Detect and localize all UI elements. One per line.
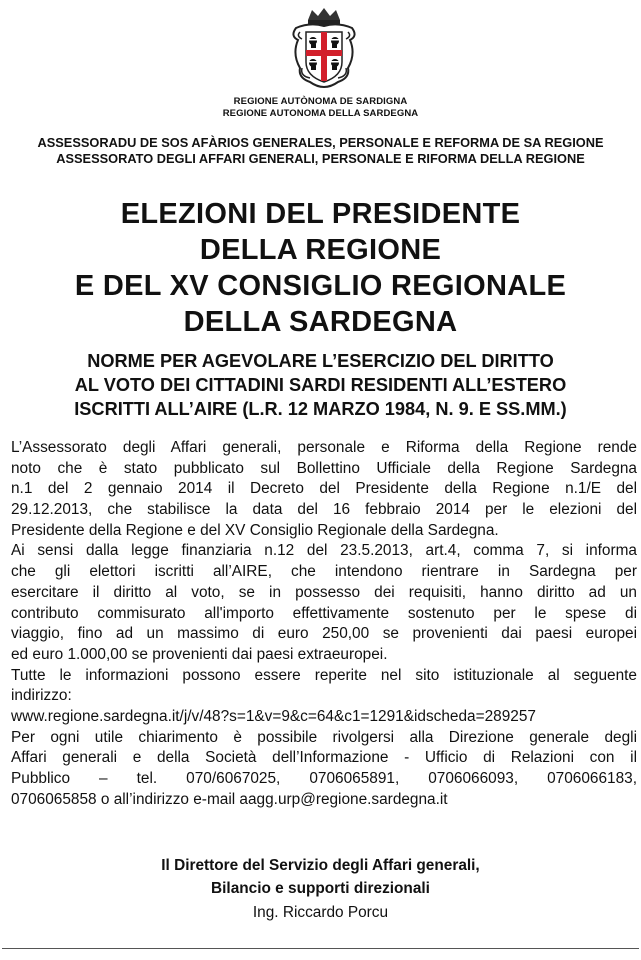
title-line: DELLA REGIONE (199, 234, 442, 266)
subtitle-line: ISCRITTI ALL’AIRE (L.R. 12 MARZO 1984, N. 9. E SS.MM.) (74, 399, 567, 419)
website-url[interactable]: www.regione.sardegna.it/j/v/48?s=1&v=9&c=64&c1=1291&idscheda=289257 (11, 707, 536, 725)
body-line: n.1 del 2 gennaio 2014 il Decreto del Presidente della Regione n.1/E del (11, 480, 637, 498)
body-line: indirizzo: (11, 687, 72, 705)
sardinia-coat-of-arms-logo (286, 6, 362, 92)
body-line: noto che è stato pubblicato sul Bollettino Ufficiale della Regione Sardegna (11, 459, 637, 477)
assessorato-sardinian: ASSESSORADU DE SOS AFÀRIOS GENERALES, PERSONALE E REFORMA DE SA REGIONE (37, 135, 604, 150)
body-line: Tutte le informazioni possono essere reperite nel sito istituzionale al seguente (11, 666, 637, 684)
body-line: L’Assessorato degli Affari generali, personale e Riforma della Regione rende (11, 439, 637, 456)
assessorato-italian: ASSESSORATO DEGLI AFFARI GENERALI, PERSONALE E RIFORMA DELLA REGIONE (56, 151, 585, 166)
body-line: viaggio, fino ad un massimo di euro 250,00 se provenienti dai paesi europei (11, 625, 637, 643)
notice-body (11, 438, 637, 810)
body-line: Affari generali e della Società dell’Informazione - Ufficio di Relazioni con il (11, 749, 637, 767)
signature-title-line1: Il Direttore del Servizio degli Affari generali, (161, 857, 480, 874)
body-line: esercitare il diritto al voto, se in possesso dei requisiti, hanno diritto ad un (11, 583, 637, 601)
contact-phones: Pubblico – tel. 070/6067025, 0706065891, 0706066093, 0706066183, (11, 770, 637, 787)
notice-subtitle (0, 349, 641, 421)
contact-email: 0706065858 o all’indirizzo e-mail aagg.urp@regione.sardegna.it (11, 790, 448, 808)
body-line: 29.12.2013, che stabilisce la data del 16 febbraio 2014 per le elezioni del (11, 501, 637, 519)
body-line: che gli elettori iscritti all’AIRE, che intendono rientrare in Sardegna per (11, 563, 637, 581)
title-line: E DEL XV CONSIGLIO REGIONALE (74, 270, 567, 302)
notice-title (0, 196, 641, 340)
region-name-italian: REGIONE AUTONOMA DELLA SARDEGNA (222, 108, 419, 119)
title-line: DELLA SARDEGNA (183, 306, 458, 338)
body-line: contributo commisurato all'importo effettivamente sostenuto per le spese di (11, 604, 637, 622)
subtitle-line: NORME PER AGEVOLARE L’ESERCIZIO DEL DIRITTO (87, 351, 554, 371)
body-line: Ai sensi dalla legge finanziaria n.12 del 23.5.2013, art.4, comma 7, si informa (11, 542, 637, 560)
region-name-sardinian: REGIONE AUTÒNOMA DE SARDIGNA (233, 96, 408, 107)
signature-name: Ing. Riccardo Porcu (252, 904, 389, 921)
signature-title-line2: Bilancio e supporti direzionali (211, 880, 430, 897)
body-line: ed euro 1.000,00 se provenienti dai paesi extraeuropei. (11, 645, 388, 663)
body-line: Presidente della Regione e del XV Consiglio Regionale della Sardegna. (11, 521, 499, 539)
subtitle-line: AL VOTO DEI CITTADINI SARDI RESIDENTI ALL’ESTERO (74, 375, 567, 395)
title-line: ELEZIONI DEL PRESIDENTE (120, 198, 521, 230)
body-line: Per ogni utile chiarimento è possibile rivolgersi alla Direzione generale degli (11, 728, 637, 746)
